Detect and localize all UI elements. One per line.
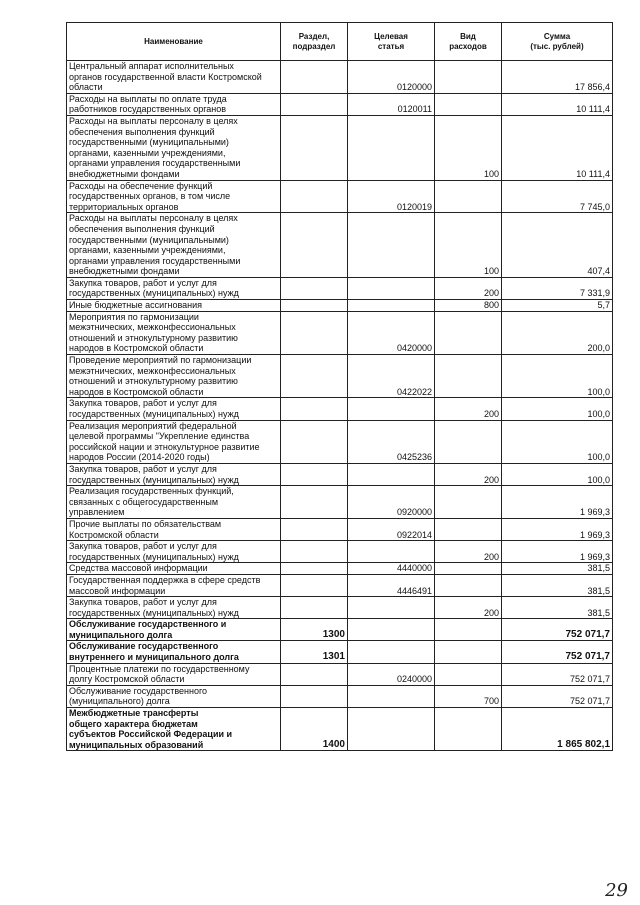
row-sum-cell: 100,0 bbox=[502, 420, 613, 463]
row-article-cell: 0240000 bbox=[348, 663, 435, 685]
row-section-cell bbox=[281, 115, 348, 180]
row-name-cell: Мероприятия по гармонизации межэтнических, межконфессиональных отношений и этнокультурному развитию народов в Костромской области bbox=[67, 311, 281, 354]
row-article-cell: 4440000 bbox=[348, 563, 435, 575]
row-expense-type-cell: 800 bbox=[435, 300, 502, 312]
row-name-cell: Обслуживание государственного внутреннего и муниципального долга bbox=[67, 641, 281, 663]
row-section-cell: 1301 bbox=[281, 641, 348, 663]
row-sum-cell: 7 745,0 bbox=[502, 180, 613, 213]
row-section-cell bbox=[281, 300, 348, 312]
budget-table bbox=[66, 22, 613, 751]
row-sum-cell: 1 969,3 bbox=[502, 518, 613, 540]
table-row bbox=[67, 641, 613, 663]
row-section-cell: 1400 bbox=[281, 708, 348, 751]
table-row bbox=[67, 355, 613, 398]
table-header-row bbox=[67, 23, 613, 61]
row-name-cell: Процентные платежи по государственному долгу Костромской области bbox=[67, 663, 281, 685]
table-row bbox=[67, 463, 613, 485]
row-name-cell: Закупка товаров, работ и услуг для государственных (муниципальных) нужд bbox=[67, 541, 281, 563]
table-row bbox=[67, 663, 613, 685]
row-sum-cell: 5,7 bbox=[502, 300, 613, 312]
table-row bbox=[67, 563, 613, 575]
row-section-cell bbox=[281, 486, 348, 519]
row-article-cell: 0920000 bbox=[348, 486, 435, 519]
row-section-cell bbox=[281, 541, 348, 563]
row-name-cell: Закупка товаров, работ и услуг для государственных (муниципальных) нужд bbox=[67, 398, 281, 420]
row-article-cell: 0120011 bbox=[348, 93, 435, 115]
table-row bbox=[67, 277, 613, 299]
row-expense-type-cell bbox=[435, 641, 502, 663]
row-sum-cell: 17 856,4 bbox=[502, 61, 613, 94]
row-sum-cell: 407,4 bbox=[502, 213, 613, 278]
row-expense-type-cell bbox=[435, 420, 502, 463]
row-sum-cell: 381,5 bbox=[502, 563, 613, 575]
row-sum-cell: 381,5 bbox=[502, 597, 613, 619]
row-sum-cell: 752 071,7 bbox=[502, 641, 613, 663]
row-sum-cell: 10 111,4 bbox=[502, 93, 613, 115]
row-name-cell: Межбюджетные трансферты общего характера бюджетам субъектов Российской Федерации и муниципальных образований bbox=[67, 708, 281, 751]
table-row bbox=[67, 300, 613, 312]
row-article-cell bbox=[348, 541, 435, 563]
row-article-cell bbox=[348, 597, 435, 619]
row-expense-type-cell bbox=[435, 93, 502, 115]
row-name-cell: Государственная поддержка в сфере средств массовой информации bbox=[67, 574, 281, 596]
row-name-cell: Расходы на выплаты персоналу в целях обеспечения выполнения функций государственными (муниципальными) органами, казенными учреждениями, органами управления государственными внебюджетными фондами bbox=[67, 213, 281, 278]
row-sum-cell: 752 071,7 bbox=[502, 685, 613, 707]
row-section-cell bbox=[281, 518, 348, 540]
table-row bbox=[67, 398, 613, 420]
row-expense-type-cell: 700 bbox=[435, 685, 502, 707]
row-name-cell: Закупка товаров, работ и услуг для государственных (муниципальных) нужд bbox=[67, 463, 281, 485]
row-name-cell: Проведение мероприятий по гармонизации межэтнических, межконфессиональных отношений и этнокультурному развитию народов в Костромской области bbox=[67, 355, 281, 398]
table-row bbox=[67, 619, 613, 641]
row-expense-type-cell bbox=[435, 574, 502, 596]
row-sum-cell: 381,5 bbox=[502, 574, 613, 596]
row-expense-type-cell bbox=[435, 563, 502, 575]
row-section-cell bbox=[281, 563, 348, 575]
row-expense-type-cell: 200 bbox=[435, 277, 502, 299]
row-article-cell bbox=[348, 213, 435, 278]
row-section-cell: 1300 bbox=[281, 619, 348, 641]
row-sum-cell: 100,0 bbox=[502, 463, 613, 485]
row-expense-type-cell bbox=[435, 663, 502, 685]
row-article-cell bbox=[348, 619, 435, 641]
row-expense-type-cell bbox=[435, 486, 502, 519]
row-sum-cell: 752 071,7 bbox=[502, 619, 613, 641]
row-expense-type-cell bbox=[435, 61, 502, 94]
row-section-cell bbox=[281, 663, 348, 685]
row-sum-cell: 200,0 bbox=[502, 311, 613, 354]
row-expense-type-cell bbox=[435, 619, 502, 641]
row-name-cell: Обслуживание государственного и муниципального долга bbox=[67, 619, 281, 641]
row-expense-type-cell bbox=[435, 311, 502, 354]
table-row bbox=[67, 115, 613, 180]
row-article-cell: 4446491 bbox=[348, 574, 435, 596]
row-section-cell bbox=[281, 93, 348, 115]
row-sum-cell: 1 969,3 bbox=[502, 486, 613, 519]
row-expense-type-cell bbox=[435, 708, 502, 751]
table-row bbox=[67, 180, 613, 213]
header-article: Целевая статья bbox=[348, 23, 435, 61]
table-row bbox=[67, 93, 613, 115]
row-name-cell: Иные бюджетные ассигнования bbox=[67, 300, 281, 312]
table-row bbox=[67, 597, 613, 619]
row-section-cell bbox=[281, 420, 348, 463]
row-section-cell bbox=[281, 685, 348, 707]
row-article-cell bbox=[348, 685, 435, 707]
table-row bbox=[67, 685, 613, 707]
page-number: 29 bbox=[605, 880, 628, 901]
row-sum-cell: 7 331,9 bbox=[502, 277, 613, 299]
row-expense-type-cell: 100 bbox=[435, 115, 502, 180]
row-expense-type-cell: 100 bbox=[435, 213, 502, 278]
table-row bbox=[67, 213, 613, 278]
row-article-cell: 0420000 bbox=[348, 311, 435, 354]
table-row bbox=[67, 541, 613, 563]
row-article-cell bbox=[348, 115, 435, 180]
row-article-cell: 0425236 bbox=[348, 420, 435, 463]
row-article-cell bbox=[348, 300, 435, 312]
row-section-cell bbox=[281, 574, 348, 596]
row-name-cell: Закупка товаров, работ и услуг для государственных (муниципальных) нужд bbox=[67, 597, 281, 619]
row-section-cell bbox=[281, 311, 348, 354]
row-name-cell: Реализация мероприятий федеральной целевой программы "Укрепление единства российской нации и этнокультурное развитие народов России (2014-2020 годы) bbox=[67, 420, 281, 463]
row-sum-cell: 1 865 802,1 bbox=[502, 708, 613, 751]
header-expense-type: Вид расходов bbox=[435, 23, 502, 61]
table-row bbox=[67, 486, 613, 519]
row-expense-type-cell bbox=[435, 180, 502, 213]
table-row bbox=[67, 61, 613, 94]
row-section-cell bbox=[281, 463, 348, 485]
row-name-cell: Прочие выплаты по обязательствам Костромской области bbox=[67, 518, 281, 540]
row-article-cell: 0120000 bbox=[348, 61, 435, 94]
row-sum-cell: 1 969,3 bbox=[502, 541, 613, 563]
row-sum-cell: 752 071,7 bbox=[502, 663, 613, 685]
row-name-cell: Реализация государственных функций, связанных с общегосударственным управлением bbox=[67, 486, 281, 519]
row-article-cell: 0120019 bbox=[348, 180, 435, 213]
row-article-cell: 0922014 bbox=[348, 518, 435, 540]
table-row bbox=[67, 311, 613, 354]
row-name-cell: Центральный аппарат исполнительных органов государственной власти Костромской области bbox=[67, 61, 281, 94]
row-sum-cell: 10 111,4 bbox=[502, 115, 613, 180]
row-section-cell bbox=[281, 398, 348, 420]
row-article-cell bbox=[348, 463, 435, 485]
row-name-cell: Обслуживание государственного (муниципального) долга bbox=[67, 685, 281, 707]
row-section-cell bbox=[281, 180, 348, 213]
header-name: Наименование bbox=[67, 23, 281, 61]
row-article-cell bbox=[348, 641, 435, 663]
row-section-cell bbox=[281, 61, 348, 94]
row-expense-type-cell bbox=[435, 518, 502, 540]
row-sum-cell: 100,0 bbox=[502, 355, 613, 398]
row-expense-type-cell: 200 bbox=[435, 597, 502, 619]
row-article-cell bbox=[348, 277, 435, 299]
row-name-cell: Средства массовой информации bbox=[67, 563, 281, 575]
row-section-cell bbox=[281, 597, 348, 619]
row-expense-type-cell bbox=[435, 355, 502, 398]
row-name-cell: Закупка товаров, работ и услуг для государственных (муниципальных) нужд bbox=[67, 277, 281, 299]
header-section: Раздел, подраздел bbox=[281, 23, 348, 61]
row-section-cell bbox=[281, 213, 348, 278]
row-expense-type-cell: 200 bbox=[435, 463, 502, 485]
row-name-cell: Расходы на выплаты персоналу в целях обеспечения выполнения функций государственными (муниципальными) органами, казенными учреждениями, органами управления государственными внебюджетными фондами bbox=[67, 115, 281, 180]
row-name-cell: Расходы на обеспечение функций государственных органов, в том числе территориальных органов bbox=[67, 180, 281, 213]
table-row bbox=[67, 518, 613, 540]
table-row bbox=[67, 574, 613, 596]
row-section-cell bbox=[281, 355, 348, 398]
row-name-cell: Расходы на выплаты по оплате труда работников государственных органов bbox=[67, 93, 281, 115]
row-expense-type-cell: 200 bbox=[435, 398, 502, 420]
row-article-cell bbox=[348, 398, 435, 420]
header-sum: Сумма (тыс. рублей) bbox=[502, 23, 613, 61]
table-row bbox=[67, 708, 613, 751]
row-section-cell bbox=[281, 277, 348, 299]
row-article-cell: 0422022 bbox=[348, 355, 435, 398]
row-expense-type-cell: 200 bbox=[435, 541, 502, 563]
table-row bbox=[67, 420, 613, 463]
row-article-cell bbox=[348, 708, 435, 751]
row-sum-cell: 100,0 bbox=[502, 398, 613, 420]
